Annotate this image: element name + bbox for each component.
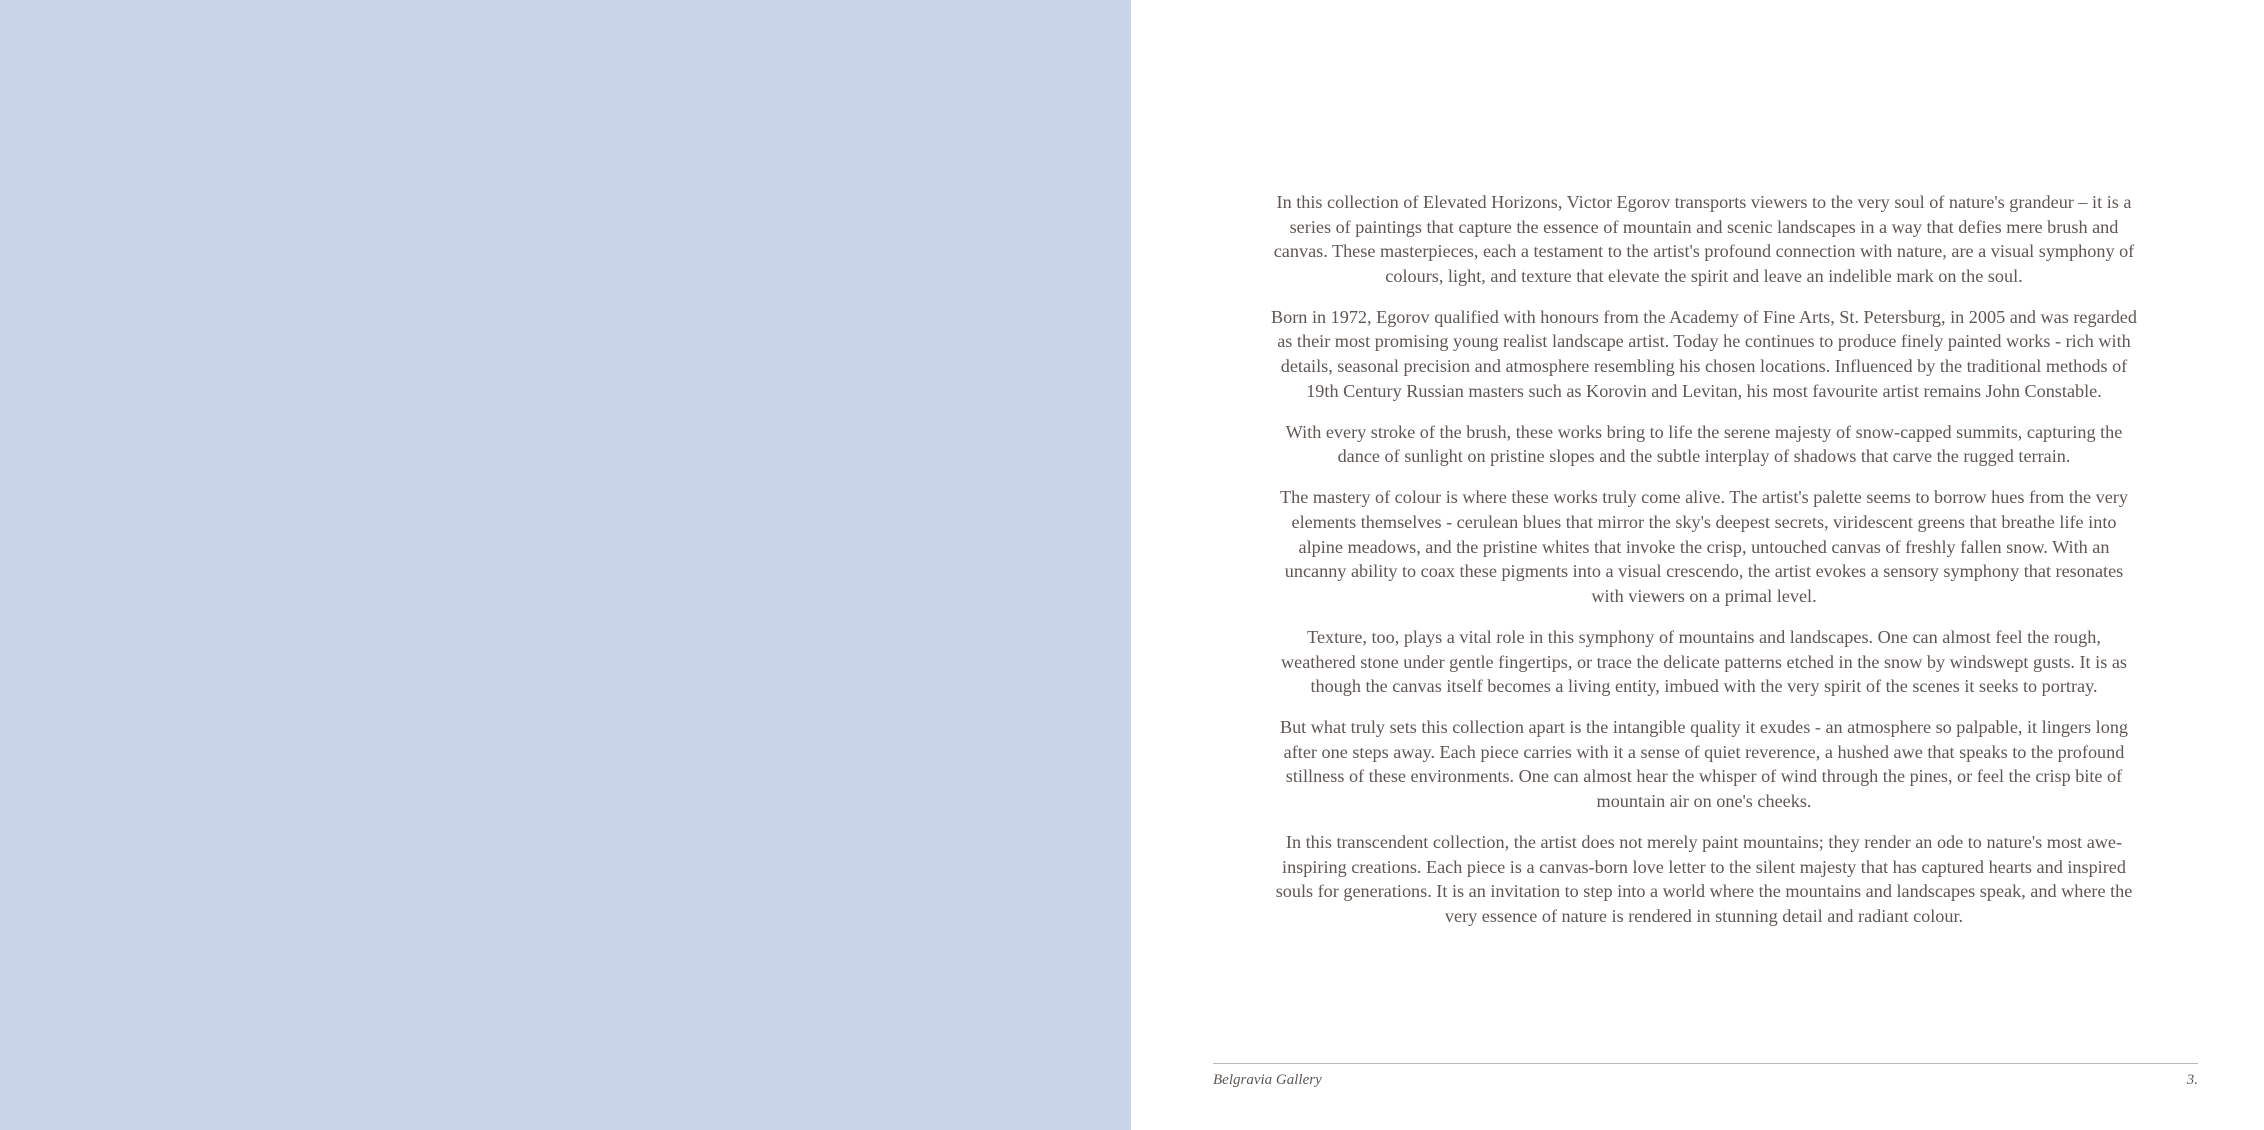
paragraph-texture: Texture, too, plays a vital role in this symphony of mountains and landscapes. One can almost feel the rough, weathered stone under gentle fingertips, or trace the delicate patterns etched in the snow by windswept gusts. It is as though the canvas itself becomes a living entity, imbued with the very spirit of the scenes it seeks to portray. bbox=[1281, 626, 2127, 697]
paragraph-conclusion: In this transcendent collection, the artist does not merely paint mountains; they render an ode to nature's most awe-inspiring creations. Each piece is a canvas-born love letter to the silent majesty that has captured hearts and inspired souls for generations. It is an invitation to step into a world where the mountains and landscapes speak, and where the very essence of nature is rendered in stunning detail and radiant colour. bbox=[1275, 832, 2133, 926]
paragraph-colour: The mastery of colour is where these works truly come alive. The artist's palette seems to borrow hues from the very elements themselves - cerulean blues that mirror the sky's deepest secrets, viridescent greens that breathe life into alpine meadows, and the pristine whites that invoke the crisp, untouched canvas of freshly fallen snow. With an uncanny ability to coax these pigments into a visual crescendo, the artist evokes a sensory symphony that resonates with viewers on a primal level. bbox=[1280, 487, 2128, 606]
body-text bbox=[1269, 190, 2139, 945]
paragraph-brushwork: With every stroke of the brush, these works bring to life the serene majesty of snow-capped summits, capturing the dance of sunlight on pristine slopes and the subtle interplay of shadows that carve the rugged terrain. bbox=[1285, 421, 2123, 467]
footer-page-number: 3. bbox=[2186, 1072, 2198, 1088]
paragraph-atmosphere: But what truly sets this collection apart is the intangible quality it exudes - an atmosphere so palpable, it lingers long after one steps away. Each piece carries with it a sense of quiet reverence, a hushed awe that speaks to the profound stillness of these environments. One can almost hear the whisper of wind through the pines, or feel the crisp bite of mountain air on one's cheeks. bbox=[1279, 717, 2129, 811]
footer-divider bbox=[1213, 1063, 2198, 1064]
paragraph-biography: Born in 1972, Egorov qualified with honours from the Academy of Fine Arts, St. Petersburg, in 2005 and was regarded as their most promising young realist landscape artist. Today he continues to produce finely painted works - rich with details, seasonal precision and atmosphere resembling his chosen locations. Influenced by the traditional methods of 19th Century Russian masters such as Korovin and Levitan, his most favourite artist remains John Constable. bbox=[1271, 306, 2137, 401]
text-page bbox=[1131, 0, 2264, 1130]
footer-gallery-name: Belgravia Gallery bbox=[1213, 1072, 1322, 1088]
paragraph-intro: In this collection of Elevated Horizons, Victor Egorov transports viewers to the very soul of nature's grandeur – it is a series of paintings that capture the essence of mountain and scenic landscapes in a way that defies mere brush and canvas. These masterpieces, each a testament to the artist's profound connection with nature, are a visual symphony of colours, light, and texture that elevate the spirit and leave an indelible mark on the soul. bbox=[1273, 192, 2135, 286]
left-color-panel bbox=[0, 0, 1131, 1130]
